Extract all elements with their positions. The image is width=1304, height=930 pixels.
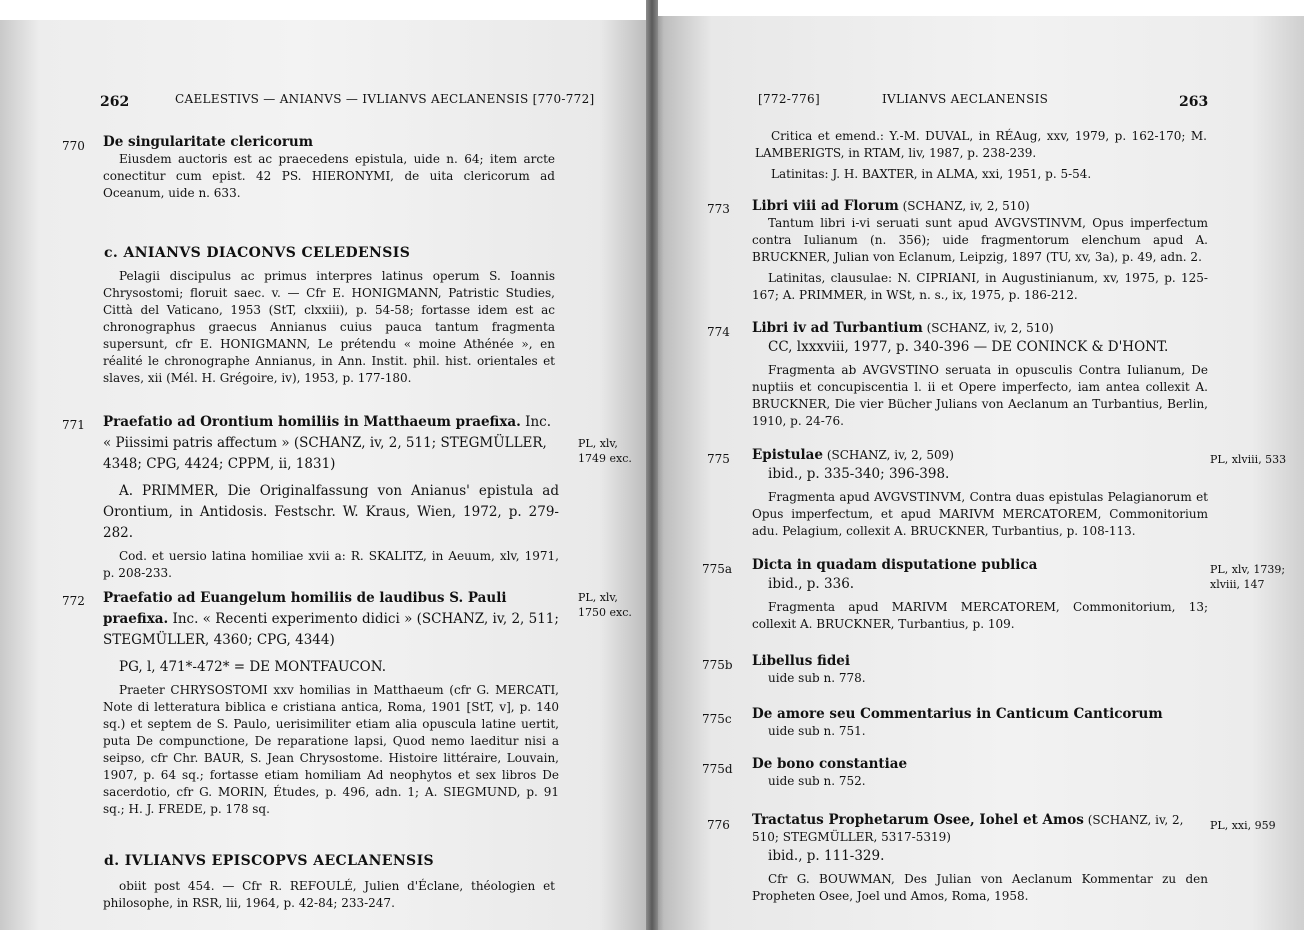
section-body: Pelagii discipulus ac primus interpres latinus operum S. Ioannis Chrysostomi; floruit saec. v. — Cfr E. HONIGMANN, Patristic Studies, Città del Vaticano, 1953 (StT, clxxiii), p. 54-58; fortasse idem est ac chronographus graecus Annianus cuius pauca tantum fragmenta supersunt, cfr E. HONIGMANN, Le prétendu « moine Athénée », en réalité le chronographe Annianus, in Ann. Instit. phil. hist. orientales et slaves, xii (Mél. H. Grégoire, iv), 1953, p. 177-180. xyxy=(103,269,555,385)
margin-reference: PL, xlv, 1739; xlviii, 147 xyxy=(1210,563,1286,591)
entry-number: 773 xyxy=(707,202,730,216)
entry-title: Tractatus Prophetarum Osee, Iohel et Amos xyxy=(752,812,1084,828)
entry-number: 772 xyxy=(62,594,85,608)
entry-number: 775 xyxy=(707,452,730,466)
entry-body: Tantum libri i-vi seruati sunt apud AVGVSTINVM, Opus imperfectum contra Iulianum (n. 356); uide fragmentorum elenchum apud A. BRUCKNER, Julian von Eclanum, Leipzig, 1897 (TU, xv, 3a), p. 49, adn. 2. xyxy=(752,216,1208,264)
entry-title: Praefatio ad Euangelum homiliis de laudibus S. Pauli praefixa. xyxy=(103,590,507,627)
entry-number: 771 xyxy=(62,418,85,432)
section-c-body xyxy=(103,268,555,391)
entry-775d xyxy=(752,756,1208,794)
entry-772 xyxy=(103,588,559,822)
section-heading: d. IVLIANVS EPISCOPVS AECLANENSIS xyxy=(104,853,435,869)
entry-incipit: Inc. « Piissimi patris affectum » (SCHANZ, iv, 2, 511; STEGMÜLLER, 4348; CPG, 4424; CPPM, ii, 1831) xyxy=(103,414,552,472)
running-head-right: IVLIANVS AECLANENSIS xyxy=(882,92,1049,106)
entry-body: Cfr G. BOUWMAN, Des Julian von Aeclanum Kommentar zu den Propheten Osee, Joel und Amos, Roma, 1958. xyxy=(752,872,1208,903)
entry-774 xyxy=(752,320,1208,434)
entry-775 xyxy=(752,447,1208,544)
entry-edition: ibid., p. 336. xyxy=(768,576,855,592)
entry-776 xyxy=(752,812,1208,909)
entry-title: Epistulae xyxy=(752,447,823,463)
entry-775b xyxy=(752,653,1208,691)
entry-body: Eiusdem auctoris est ac praecedens epistula, uide n. 64; item arcte conectitur cum epist. 42 PS. HIERONYMI, de uita clericorum ad Oceanum, uide n. 633. xyxy=(103,152,555,200)
entry-title: De singularitate clericorum xyxy=(103,134,314,150)
entry-note: Cod. et uersio latina homiliae xvii a: R. SKALITZ, in Aeuum, xlv, 1971, p. 208-233. xyxy=(103,549,559,580)
margin-reference: PL, xlv, 1749 exc. xyxy=(578,437,632,465)
margin-reference: PL, xlv, 1750 exc. xyxy=(578,591,632,619)
entry-citation: (SCHANZ, iv, 2, 509) xyxy=(826,448,954,462)
entry-edition: PG, l, 471*-472* = DE MONTFAUCON. xyxy=(119,659,386,675)
entry-number: 776 xyxy=(707,818,730,832)
running-head-range: [770-772] xyxy=(532,92,595,106)
entry-title: Libri viii ad Florum xyxy=(752,198,899,214)
entry-number: 775a xyxy=(702,562,733,576)
entry-title: De amore seu Commentarius in Canticum Canticorum xyxy=(752,706,1163,722)
section-d-body xyxy=(103,878,555,916)
entry-number: 770 xyxy=(62,139,85,153)
critica-note: Critica et emend.: Y.-M. DUVAL, in RÉAug, xxv, 1979, p. 162-170; M. LAMBERIGTS, in RTAM, liv, 1987, p. 238-239. xyxy=(755,129,1207,160)
entry-body: uide sub n. 751. xyxy=(768,724,866,738)
entry-extra: Latinitas, clausulae: N. CIPRIANI, in Augustinianum, xv, 1975, p. 125-167; A. PRIMMER, in WSt, n. s., ix, 1975, p. 186-212. xyxy=(752,271,1208,302)
entry-title: Libellus fidei xyxy=(752,653,850,669)
entry-773 xyxy=(752,198,1208,308)
page-number-right: 263 xyxy=(1179,94,1209,110)
page-number-left: 262 xyxy=(100,94,130,110)
running-head-range-right: [772-776] xyxy=(758,92,820,106)
entry-citation: (SCHANZ, iv, 2, 510; STEGMÜLLER, 5317-5319) xyxy=(752,813,1184,844)
entry-citation: (SCHANZ, iv, 2, 510) xyxy=(902,199,1030,213)
entry-edition: A. PRIMMER, Die Originalfassung von Anianus' epistula ad Orontium, in Antidosis. Festschr. W. Kraus, Wien, 1972, p. 279-282. xyxy=(103,483,559,541)
entry-body: Fragmenta apud MARIVM MERCATOREM, Commonitorium, 13; collexit A. BRUCKNER, Turbantius, p. 109. xyxy=(752,600,1208,631)
book-gutter xyxy=(646,0,658,930)
entry-body: uide sub n. 752. xyxy=(768,774,866,788)
right-page xyxy=(652,0,1304,930)
entry-770 xyxy=(103,134,555,206)
entry-incipit: Inc. « Recenti experimento didici » (SCHANZ, iv, 2, 511; STEGMÜLLER, 4360; CPG, 4344) xyxy=(103,611,559,648)
entry-edition: CC, lxxxviii, 1977, p. 340-396 — DE CONINCK & D'HONT. xyxy=(768,339,1169,355)
entry-body: Fragmenta apud AVGVSTINVM, Contra duas epistulas Pelagianorum et Opus imperfectum, et apud MARIVM MERCATOREM, Commonitorium adu. Pelagium, collexit A. BRUCKNER, Turbantius, p. 108-113. xyxy=(752,490,1208,538)
entry-note: Praeter CHRYSOSTOMI xxv homilias in Matthaeum (cfr G. MERCATI, Note di letteratura biblica e cristiana antica, Roma, 1901 [StT, v], p. 140 sq.) et septem de S. Paulo, uerisimiliter etiam alia opuscula latine uertit, puta De compunctione, De reparatione lapsi, Quod nemo laeditur nisi a seipso, cfr Chr. BAUR, S. Jean Chrysostome. Histoire littéraire, Louvain, 1907, p. 64 sq.; fortasse etiam homiliam Ad neophytos et sex libros De sacerdotio, cfr G. MORIN, Études, p. 496, adn. 1; A. SIEGMUND, p. 91 sq.; H. J. FREDE, p. 178 sq. xyxy=(103,683,559,816)
entry-title: Dicta in quadam disputatione publica xyxy=(752,557,1038,573)
entry-number: 775c xyxy=(702,712,732,726)
running-head-left xyxy=(175,92,595,106)
entry-title: Praefatio ad Orontium homiliis in Matthaeum praefixa. xyxy=(103,414,521,430)
entry-775a xyxy=(752,557,1208,637)
entry-number: 775d xyxy=(702,762,733,776)
entry-number: 774 xyxy=(707,325,730,339)
margin-reference: PL, xxi, 959 xyxy=(1210,819,1276,832)
entry-edition: ibid., p. 111-329. xyxy=(768,848,885,864)
section-body: obiit post 454. — Cfr R. REFOULÉ, Julien d'Éclane, théologien et philosophe, in RSR, lii, 1964, p. 42-84; 233-247. xyxy=(103,879,555,910)
section-heading: c. ANIANVS DIACONVS CELEDENSIS xyxy=(104,245,411,261)
margin-reference: PL, xlviii, 533 xyxy=(1210,453,1287,466)
entry-title: Libri iv ad Turbantium xyxy=(752,320,923,336)
entry-title: De bono constantiae xyxy=(752,756,908,772)
entry-body: Fragmenta ab AVGVSTINO seruata in opusculis Contra Iulianum, De nuptiis et concupiscentia l. ii et Opere imperfecto, iam antea collexit A. BRUCKNER, Die vier Bücher Julians von Aeclanum an Turbantius, Berlin, 1910, p. 24-76. xyxy=(752,363,1208,428)
running-head-text: CAELESTIVS — ANIANVS — IVLIANVS AECLANENSIS xyxy=(175,92,529,106)
entry-771 xyxy=(103,412,559,586)
top-notes xyxy=(755,128,1207,187)
latinitas-note: Latinitas: J. H. BAXTER, in ALMA, xxi, 1951, p. 5-54. xyxy=(771,167,1092,181)
entry-body: uide sub n. 778. xyxy=(768,671,866,685)
entry-775c xyxy=(752,706,1208,744)
entry-edition: ibid., p. 335-340; 396-398. xyxy=(768,466,950,482)
entry-number: 775b xyxy=(702,658,733,672)
entry-citation: (SCHANZ, iv, 2, 510) xyxy=(926,321,1054,335)
